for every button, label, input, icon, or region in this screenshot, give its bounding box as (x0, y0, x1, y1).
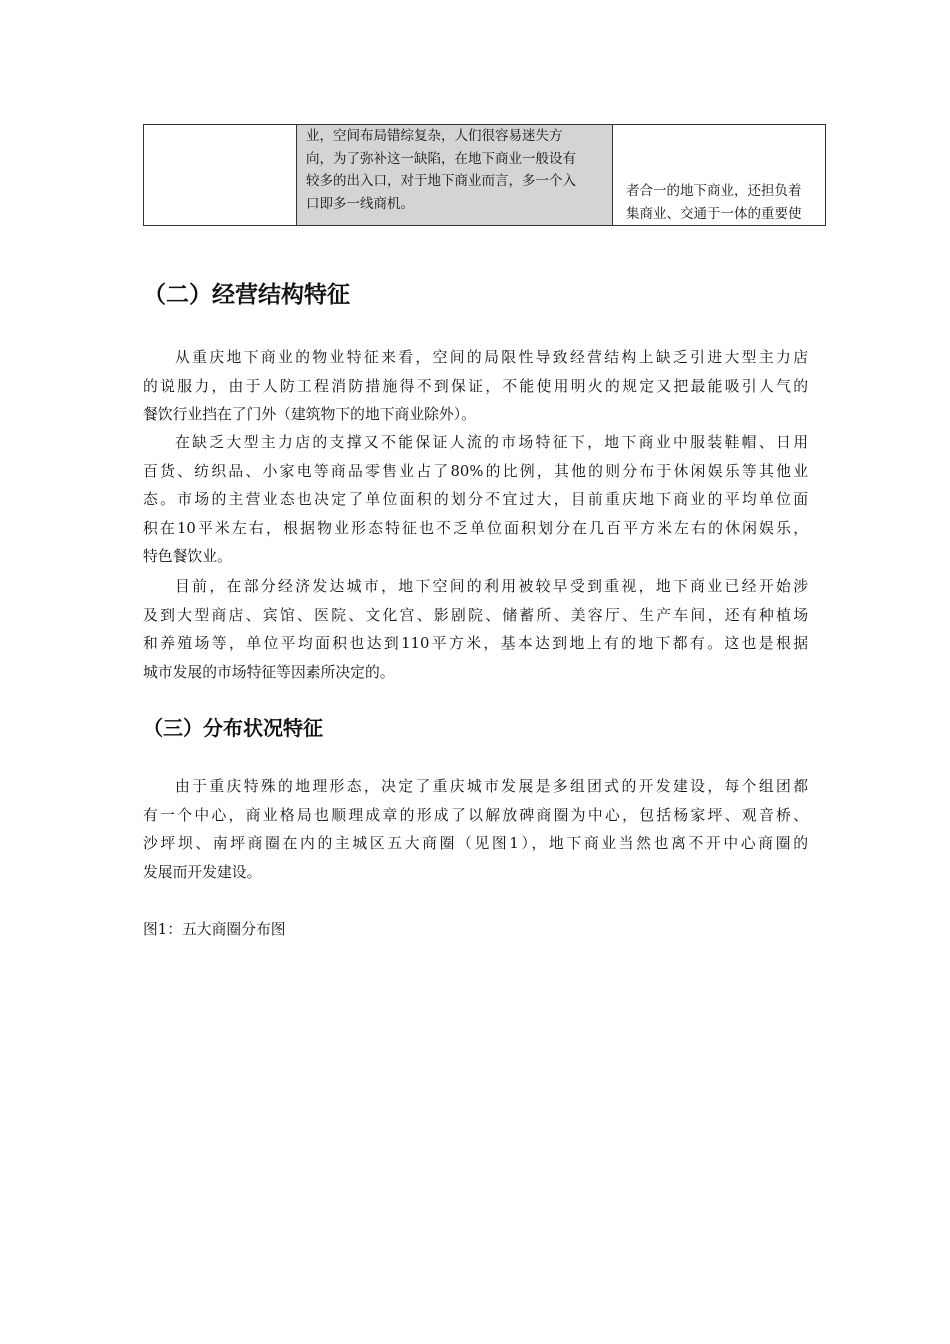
text-line: 和养殖场等，单位平均面积也达到110平方米，基本达到地上有的地下都有。这也是根据 (143, 635, 808, 652)
table-cell-empty (144, 125, 297, 226)
text-line: 餐饮行业挡在了门外（建筑物下的地下商业除外）。 (143, 406, 476, 423)
paragraph (143, 344, 808, 430)
text-line: 及到大型商店、宾馆、医院、文化宫、影剧院、储蓄所、美容厅、生产车间，还有种植场 (143, 606, 808, 624)
paragraph (143, 573, 808, 687)
text-line: 百货、纺织品、小家电等商品零售业占了80%的比例，其他的则分布于休闲娱乐等其他业 (143, 462, 808, 480)
text-line: 城市发展的市场特征等因素所决定的。 (143, 663, 395, 681)
paragraph (143, 429, 808, 572)
text-line: 发展而开发建设。 (143, 863, 262, 881)
table-cell (613, 125, 826, 226)
text-line: 积在10平米左右，根据物业形态特征也不乏单位面积划分在几百平方米左右的休闲娱乐， (143, 519, 808, 537)
text-line: 特色餐饮业。 (143, 548, 232, 565)
text-line: 的说服力，由于人防工程消防措施得不到保证，不能使用明火的规定又把最能吸引人气的 (143, 377, 808, 395)
text-line: 有一个中心，商业格局也顺理成章的形成了以解放碑商圈为中心，包括杨家坪、观音桥、 (143, 806, 808, 824)
table-row (144, 125, 826, 226)
section-heading: （二）经营结构特征 (143, 282, 350, 308)
cell-text-line: 业，空间布局错综复杂，人们很容易迷失方 (306, 128, 563, 144)
table-fragment (143, 124, 826, 226)
cell-text-line: 集商业、交通于一体的重要使 (626, 205, 802, 222)
text-line: 在缺乏大型主力店的支撑又不能保证人流的市场特征下，地下商业中服装鞋帽、日用 (175, 434, 808, 451)
text-line: 沙坪坝、南坪商圈在内的主城区五大商圈（见图1），地下商业当然也离不开中心商圈的 (143, 835, 808, 852)
text-line: 目前，在部分经济发达城市，地下空间的利用被较早受到重视，地下商业已经开始涉 (175, 578, 808, 595)
table-cell-shaded (297, 125, 613, 226)
figure-caption: 图1：五大商圈分布图 (143, 921, 286, 938)
text-line: 由于重庆特殊的地理形态，决定了重庆城市发展是多组团式的开发建设，每个组团都 (175, 778, 808, 795)
cell-text-line: 者合一的地下商业，还担负着 (626, 183, 802, 199)
cell-text-line: 向，为了弥补这一缺陷，在地下商业一般设有 (306, 150, 576, 167)
cell-text-line: 口即多一线商机。 (306, 195, 414, 212)
text-line: 态。市场的主营业态也决定了单位面积的划分不宜过大，目前重庆地下商业的平均单位面 (143, 491, 808, 508)
paragraph (143, 773, 808, 887)
text-line: 从重庆地下商业的物业特征来看，空间的局限性导致经营结构上缺乏引进大型主力店 (175, 349, 808, 366)
cell-text-line: 较多的出入口，对于地下商业而言，多一个入 (306, 173, 576, 189)
section-heading: （三）分布状况特征 (143, 716, 323, 740)
